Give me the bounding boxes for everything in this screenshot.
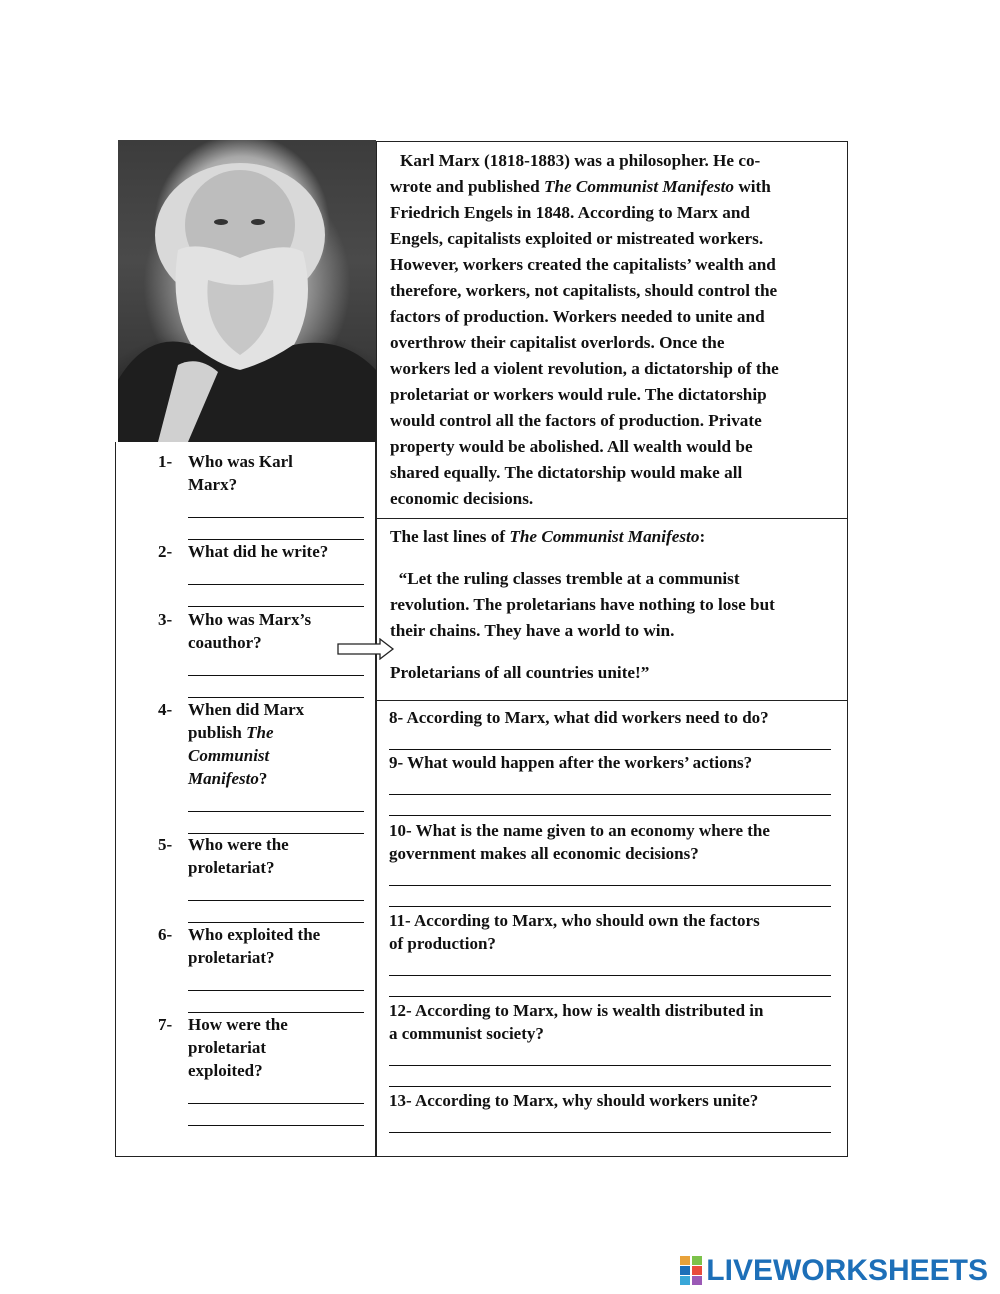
answer-line[interactable] xyxy=(389,1066,831,1087)
answer-line[interactable] xyxy=(188,1082,364,1104)
answer-line[interactable] xyxy=(188,790,364,812)
intro-line: Engels, capitalists exploited or mistreated workers. xyxy=(390,229,764,248)
quote-line: revolution. The proletarians have nothing to lose but xyxy=(390,595,775,614)
manifesto-heading xyxy=(390,524,838,550)
question-text: 12- According to Marx, how is wealth distributed in xyxy=(389,1001,764,1020)
manifesto-heading-prefix: The last lines of xyxy=(390,527,510,546)
question-text: 9- What would happen after the workers’ actions? xyxy=(389,753,753,772)
intro-line: would control all the factors of production. Private xyxy=(390,411,762,430)
question-text: Who was Marx’s coauthor? xyxy=(188,608,368,698)
divider xyxy=(377,518,847,519)
question-text: What did he write? xyxy=(188,540,368,607)
question-number: 2- xyxy=(158,542,173,561)
answer-line[interactable] xyxy=(188,1104,364,1126)
question-text: of production? xyxy=(389,934,496,953)
answer-line[interactable] xyxy=(389,1112,831,1133)
right-question xyxy=(389,819,839,907)
arrow-right-icon xyxy=(336,638,396,660)
right-question xyxy=(389,751,839,816)
answer-line[interactable] xyxy=(188,585,364,607)
question-number: 1- xyxy=(158,452,173,471)
answer-line[interactable] xyxy=(188,991,364,1013)
quote-line: “Let the ruling classes tremble at a communist xyxy=(390,569,740,588)
answer-line[interactable] xyxy=(389,729,831,750)
intro-line: Karl Marx (1818-1883) was a philosopher. He co- xyxy=(400,151,761,170)
question-number: 4- xyxy=(158,700,173,719)
question-text: When did Marx publish The Communist Manifesto? xyxy=(188,698,368,834)
answer-line[interactable] xyxy=(188,518,364,540)
intro-line: overthrow their capitalist overlords. Once the xyxy=(390,333,725,352)
question-text: How were the proletariat exploited? xyxy=(188,1013,368,1126)
right-question xyxy=(389,706,839,750)
answer-line[interactable] xyxy=(389,774,831,795)
answer-line[interactable] xyxy=(389,955,831,976)
manifesto-heading-title: The Communist Manifesto xyxy=(509,527,700,546)
intro-line: wrote and published The Communist Manifesto with xyxy=(390,177,771,196)
question-text: Who were the proletariat? xyxy=(188,833,368,923)
question-text: 10- What is the name given to an economy where the xyxy=(389,821,770,840)
question-text: government makes all economic decisions? xyxy=(389,844,699,863)
right-content-box xyxy=(376,141,848,1157)
liveworksheets-logo[interactable] xyxy=(680,1254,988,1288)
answer-line[interactable] xyxy=(389,1045,831,1066)
intro-line: workers led a violent revolution, a dictatorship of the xyxy=(390,359,779,378)
portrait-eye xyxy=(214,219,228,225)
answer-line[interactable] xyxy=(389,886,831,907)
liveworksheets-logo-text: LIVEWORKSHEETS xyxy=(706,1254,988,1287)
question-text: a communist society? xyxy=(389,1024,544,1043)
portrait-eye xyxy=(251,219,265,225)
answer-line[interactable] xyxy=(188,563,364,585)
intro-line: Friedrich Engels in 1848. According to Marx and xyxy=(390,203,750,222)
divider xyxy=(377,700,847,701)
answer-line[interactable] xyxy=(389,795,831,816)
intro-line: factors of production. Workers needed to unite and xyxy=(390,307,765,326)
right-question xyxy=(389,909,839,997)
question-number: 7- xyxy=(158,1015,173,1034)
right-question xyxy=(389,1089,839,1133)
intro-line: property would be abolished. All wealth would be xyxy=(390,437,753,456)
intro-line: proletariat or workers would rule. The dictatorship xyxy=(390,385,767,404)
manifesto-quote xyxy=(390,566,838,644)
question-text: Who was Karl Marx? xyxy=(188,450,368,540)
liveworksheets-logo-icon xyxy=(680,1256,702,1286)
question-number: 5- xyxy=(158,835,173,854)
answer-line[interactable] xyxy=(389,865,831,886)
question-number: 6- xyxy=(158,925,173,944)
karl-marx-portrait xyxy=(118,140,376,442)
question-number: 3- xyxy=(158,610,173,629)
answer-line[interactable] xyxy=(188,496,364,518)
manifesto-closing: Proletarians of all countries unite!” xyxy=(390,663,650,682)
question-text: 8- According to Marx, what did workers need to do? xyxy=(389,708,769,727)
intro-line: However, workers created the capitalists’ wealth and xyxy=(390,255,776,274)
intro-line: therefore, workers, not capitalists, should control the xyxy=(390,281,778,300)
intro-paragraph xyxy=(390,148,838,512)
answer-line[interactable] xyxy=(188,676,364,698)
left-questions-box xyxy=(115,442,376,1157)
intro-line: economic decisions. xyxy=(390,489,534,508)
answer-line[interactable] xyxy=(188,901,364,923)
manifesto-heading-suffix: : xyxy=(699,527,706,546)
answer-line[interactable] xyxy=(188,879,364,901)
answer-line[interactable] xyxy=(188,969,364,991)
quote-line: their chains. They have a world to win. xyxy=(390,621,675,640)
answer-line[interactable] xyxy=(188,812,364,834)
right-question xyxy=(389,999,839,1087)
portrait-drawing xyxy=(118,140,376,442)
intro-line: shared equally. The dictatorship would make all xyxy=(390,463,743,482)
question-text: 13- According to Marx, why should workers unite? xyxy=(389,1091,759,1110)
question-text: 11- According to Marx, who should own the factors xyxy=(389,911,760,930)
answer-line[interactable] xyxy=(389,976,831,997)
question-text: Who exploited the proletariat? xyxy=(188,923,368,1013)
